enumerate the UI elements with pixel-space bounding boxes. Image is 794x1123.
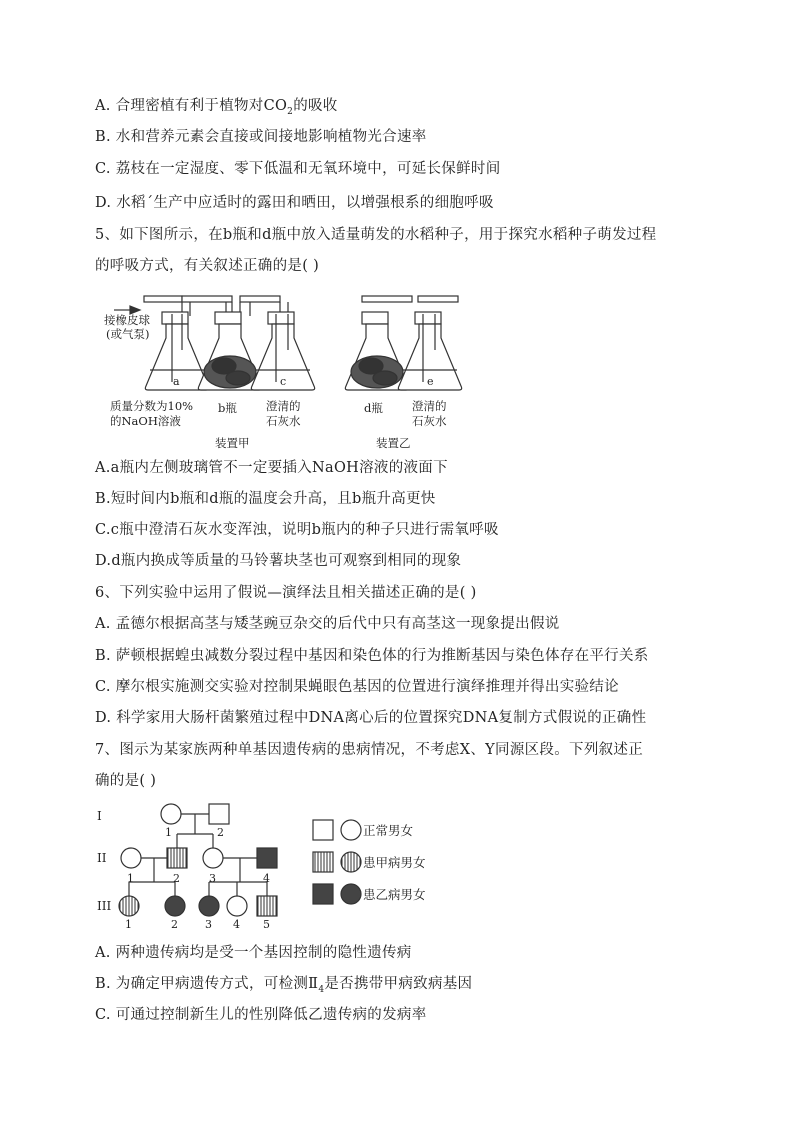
label-a-line2: 的NaOH溶液 [110, 414, 181, 428]
pump-label-1: 接橡皮球 [104, 313, 150, 327]
gen-label-3: III [97, 899, 112, 913]
q4-option-b: B. 水和营养元素会直接或间接地影响植物光合速率 [95, 129, 427, 145]
legend-yi-label: 患乙病男女 [363, 887, 426, 902]
flask-letter-a: a [173, 375, 180, 388]
gen3-num-1: 1 [125, 918, 132, 928]
pedigree-figure [95, 798, 455, 928]
q6-option-c: C. 摩尔根实施测交实验对控制果蝇眼色基因的位置进行演绎推理并得出实验结论 [95, 679, 619, 695]
set-label-yi: 装置乙 [376, 436, 411, 450]
label-d: d瓶 [364, 401, 383, 415]
pump-label-2: (或气泵) [106, 327, 150, 341]
legend-normal-label: 正常男女 [363, 823, 414, 838]
q7-option-b: B. 为确定甲病遗传方式，可检测$Ⅱ_4$是否携带甲病致病基因 [95, 976, 473, 995]
gen3-num-2: 2 [171, 918, 178, 928]
gen3-male-5 [257, 896, 277, 916]
q5-option-a: A.a瓶内左侧玻璃管不一定要插入NaOH溶液的液面下 [95, 460, 448, 476]
q5-stem-line2: 的呼吸方式，有关叙述正确的是( ) [95, 258, 320, 274]
label-b: b瓶 [218, 401, 237, 415]
gen3-num-3: 3 [205, 918, 212, 928]
q4-option-a: A. 合理密植有利于植物对$CO_2$的吸收 [95, 98, 338, 117]
gen2-female-1 [121, 848, 141, 868]
q6-option-d: D. 科学家用大肠杆菌繁殖过程中DNA离心后的位置探究DNA复制方式假说的正确性 [95, 710, 647, 726]
gen1-male-2 [209, 804, 229, 824]
gen3-female-2 [165, 896, 185, 916]
q6-option-b: B. 萨顿根据蝗虫减数分裂过程中基因和染色体的行为推断基因与染色体存在平行关系 [95, 648, 649, 664]
set-label-jia: 装置甲 [215, 436, 250, 450]
gen1-num-1: 1 [165, 826, 172, 839]
gen3-female-3 [199, 896, 219, 916]
legend-yi-female [341, 884, 361, 904]
q5-stem-line1: 5、如下图所示，在b瓶和d瓶中放入适量萌发的水稻种子，用于探究水稻种子萌发过程 [95, 227, 657, 243]
gen1-num-2: 2 [217, 826, 224, 839]
label-c-line1: 澄清的 [266, 399, 301, 413]
gen1-female-1 [161, 804, 181, 824]
q7-option-a: A. 两种遗传病均是受一个基因控制的隐性遗传病 [95, 945, 412, 961]
q5-option-b: B.短时间内b瓶和d瓶的温度会升高，且b瓶升高更快 [95, 491, 436, 507]
flask-d [345, 312, 408, 390]
q5-option-d: D.d瓶内换成等质量的马铃薯块茎也可观察到相同的现象 [95, 553, 462, 569]
gen2-num-4: 4 [263, 872, 270, 885]
legend-normal-male [313, 820, 333, 840]
gen2-num-3: 3 [209, 872, 216, 885]
flask-b [198, 312, 261, 390]
q5-option-c: C.c瓶中澄清石灰水变浑浊，说明b瓶内的种子只进行需氧呼吸 [95, 522, 499, 538]
gen3-num-4: 4 [233, 918, 240, 928]
q6-option-a: A. 孟德尔根据高茎与矮茎豌豆杂交的后代中只有高茎这一现象提出假说 [95, 616, 560, 632]
label-a-line1: 质量分数为10% [110, 399, 194, 413]
q7-option-c: C. 可通过控制新生儿的性别降低乙遗传病的发病率 [95, 1007, 427, 1023]
q7-stem-line1: 7、图示为某家族两种单基因遗传病的患病情况，不考虑X、Y同源区段。下列叙述正 [95, 742, 644, 758]
q6-stem: 6、下列实验中运用了假说—演绎法且相关描述正确的是( ) [95, 585, 477, 601]
legend-jia-label: 患甲病男女 [363, 855, 426, 870]
label-e-line2: 石灰水 [412, 414, 447, 428]
q4-option-c: C. 荔枝在一定湿度、零下低温和无氧环境中，可延长保鲜时间 [95, 161, 501, 177]
legend-normal-female [341, 820, 361, 840]
legend-jia-male [313, 852, 333, 872]
gen2-female-3 [203, 848, 223, 868]
gen3-female-1 [119, 896, 139, 916]
flask-letter-c: c [280, 375, 287, 388]
gen2-num-1: 1 [127, 872, 134, 885]
q4-option-d: D. 水稻´生产中应适时的露田和晒田，以增强根系的细胞呼吸 [95, 195, 494, 211]
label-e-line1: 澄清的 [412, 399, 447, 413]
gen3-num-5: 5 [263, 918, 270, 928]
flask-letter-e: e [427, 375, 434, 388]
gen3-female-4 [227, 896, 247, 916]
legend-jia-female [341, 852, 361, 872]
q7-stem-line2: 确的是( ) [95, 773, 157, 789]
gen2-num-2: 2 [173, 872, 180, 885]
gen2-male-2 [167, 848, 187, 868]
label-c-line2: 石灰水 [266, 414, 301, 428]
gen2-male-4 [257, 848, 277, 868]
respiration-apparatus-figure [100, 290, 470, 455]
legend-yi-male [313, 884, 333, 904]
gen-label-2: II [97, 851, 107, 865]
gen-label-1: I [97, 809, 102, 823]
